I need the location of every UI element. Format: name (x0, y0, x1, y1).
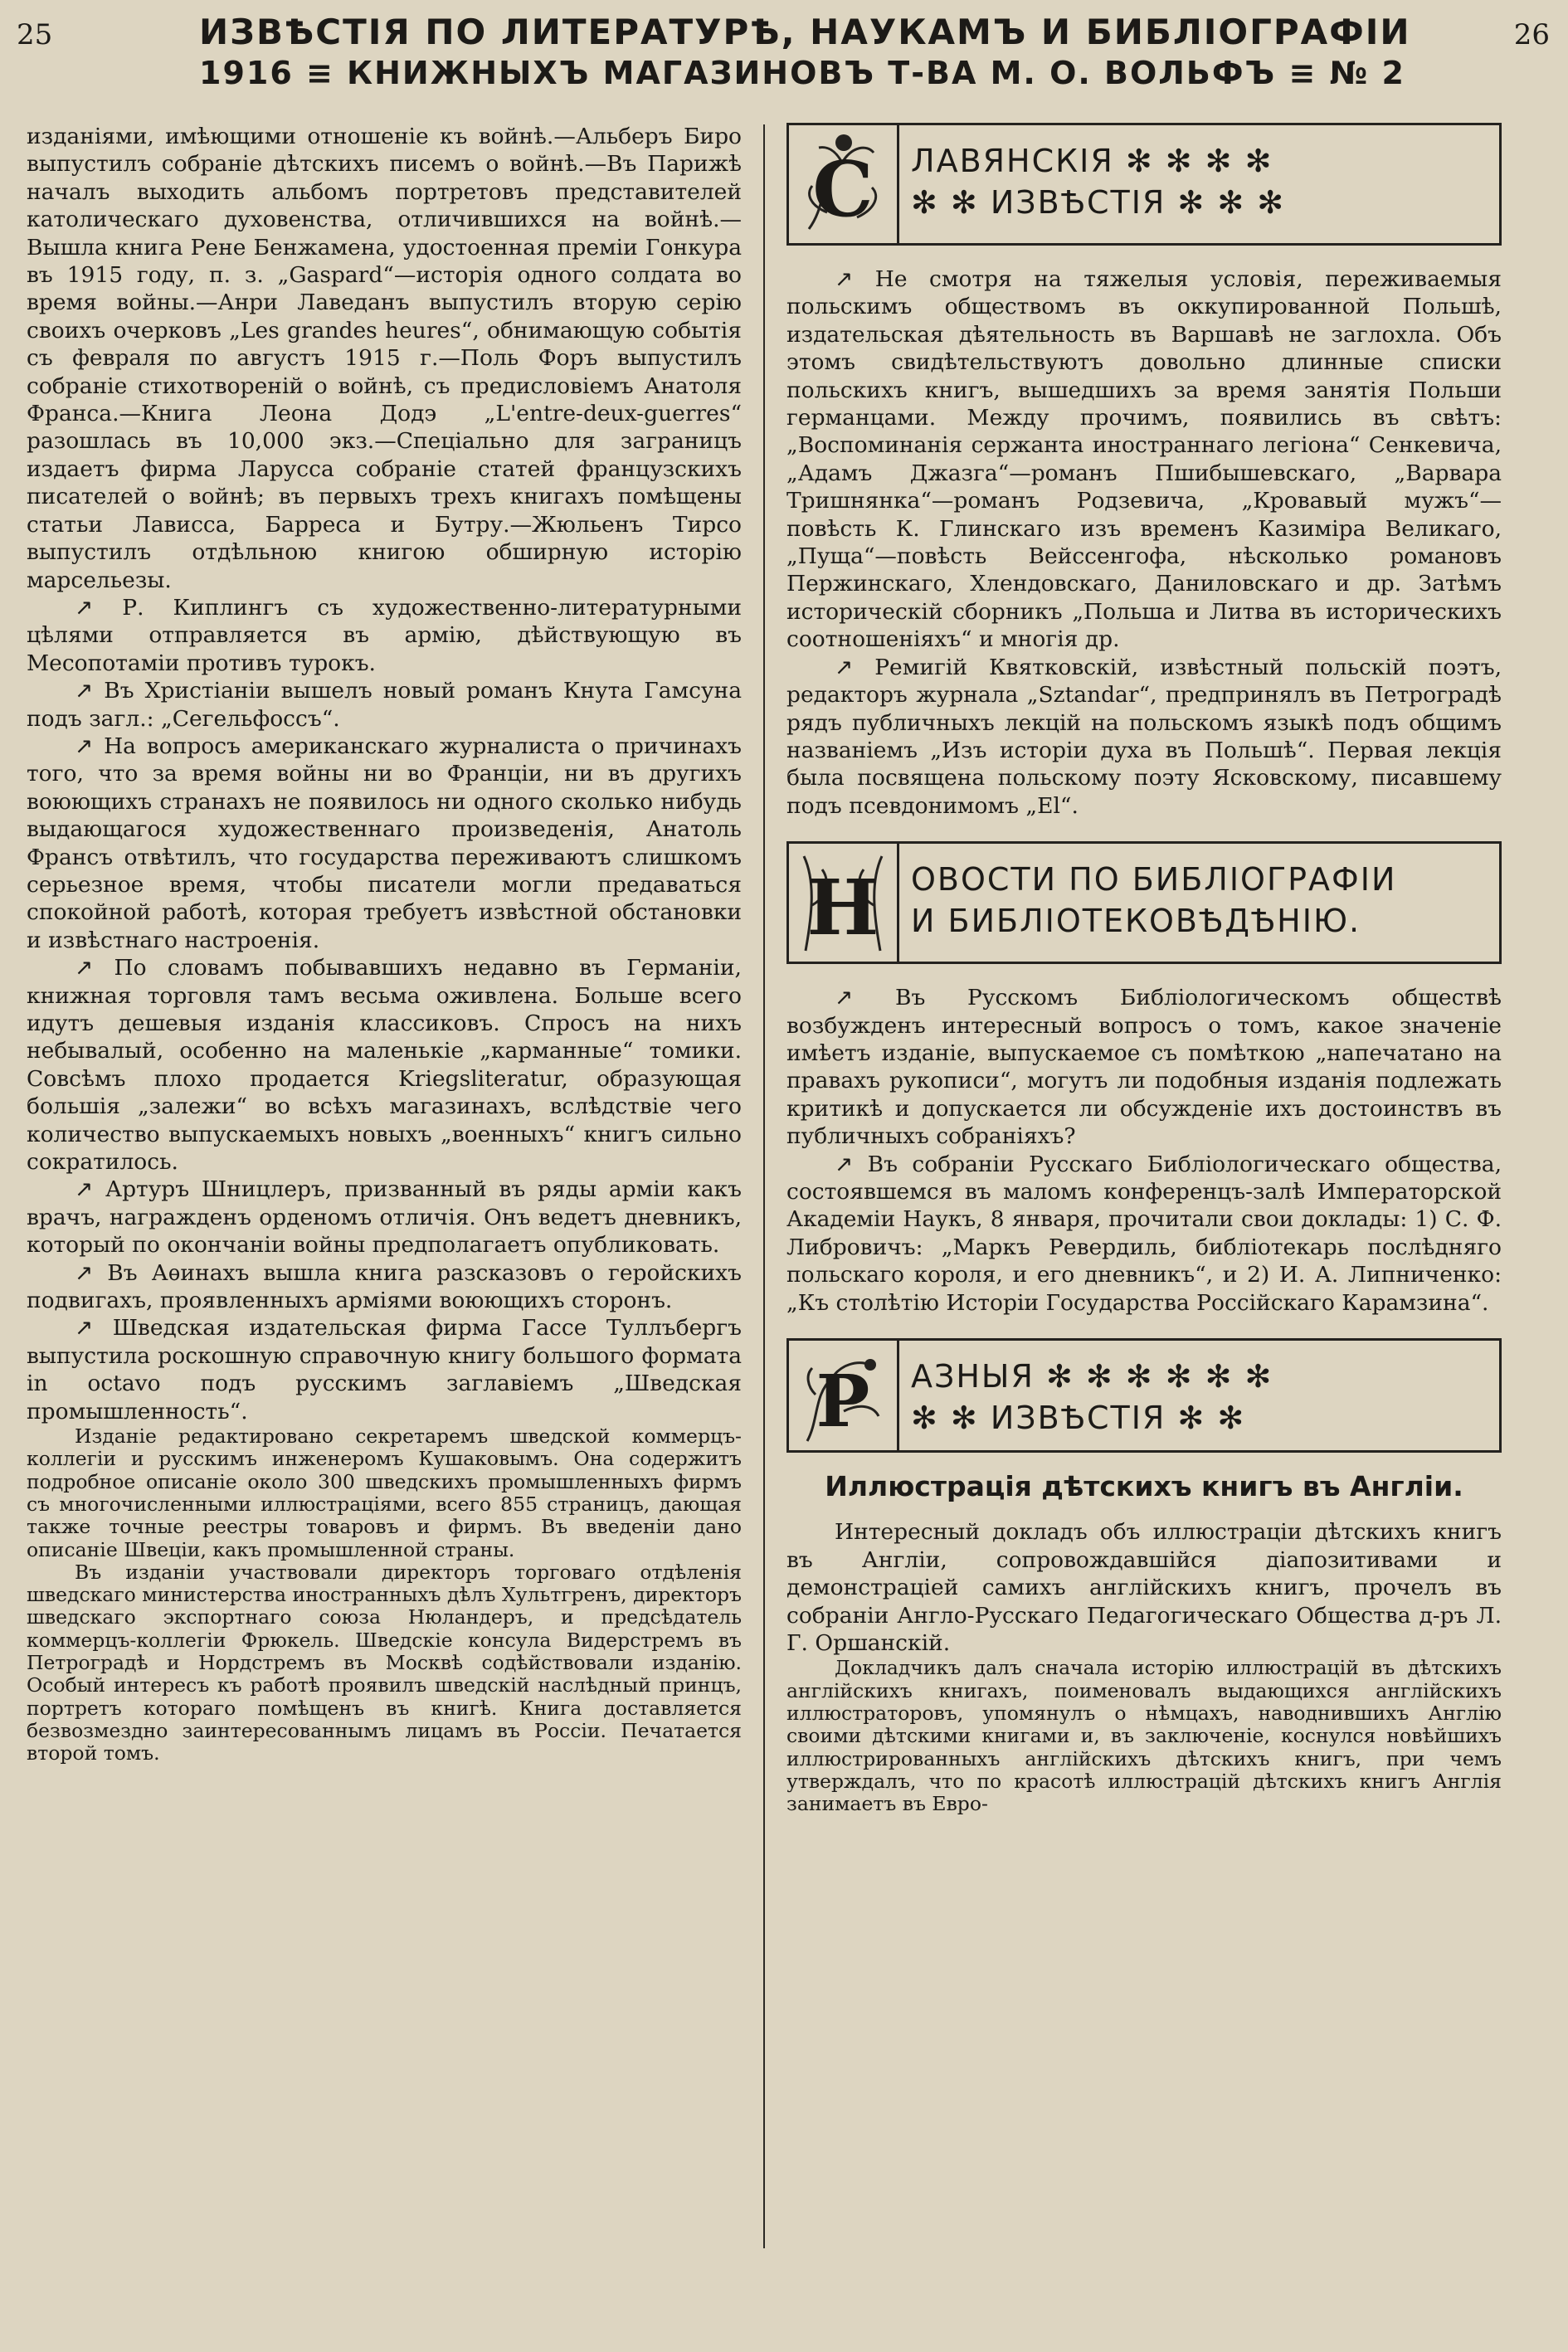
page-number-left: 25 (17, 18, 53, 51)
leaf-ornament-icon (794, 848, 892, 957)
news-item: ↗ Не смотря на тяжелыя условія, переживаемыя польскимъ обществомъ въ оккупированной Польшѣ, издательская дѣятельность въ Варшавѣ не заглохла. Объ этомъ свидѣтельствуютъ довольно длинные списки польскихъ книгъ, вышедшихъ за время занятія Польши германцами. Между прочимъ, появились въ свѣтъ: „Воспоминанія сержанта иностраннаго легіона“ Сенкевича, „Адамъ Джазга“—романъ Пшибышевскаго, „Варвара Тришнянка“—романъ Родзевича, „Кровавый мужъ“—повѣсть К. Глинскаго изъ временъ Казиміра Великаго, „Пуща“—повѣсть Вейссенгофа, нѣсколько романовъ Пержинскаго, Хлендовскаго, Даниловскаго и др. Затѣмъ историческій сборникъ „Польша и Литва въ историческихъ соотношеніяхъ“ и многія др. (786, 266, 1502, 653)
paragraph: изданіями, имѣющими отношеніе къ войнѣ.—Альберъ Биро выпустилъ собраніе дѣтскихъ писемъ о войнѣ.—Въ Парижѣ началъ выходить альбомъ портретовъ представителей католическаго духовенства, отличившихся на войнѣ.—Вышла книга Рене Бенжамена, удостоенная преміи Гонкура въ 1915 году, п. з. „Gaspard“—исторія одного солдата во время войны.—Анри Лаведанъ выпустилъ вторую серію своихъ очерковъ „Les grandes heures“, обнимающую событія съ февраля по августъ 1915 г.—Поль Форъ выпустилъ собраніе стихотвореній о войнѣ, съ предисловіемъ Анатоля Франса.—Книга Леона Додэ „L'entre-deux-guerres“ разошлась въ 10,000 экз.—Спеціально для заграницъ издаетъ фирма Ларусса собраніе статей французскихъ писателей о войнѣ; въ первыхъ трехъ книгахъ помѣщены статьи Лависса, Барреса и Бутру.—Жюльенъ Тирсо выпустилъ отдѣльною книгою обширную исторію марсельезы. (27, 124, 742, 593)
column-divider (763, 124, 765, 2248)
masthead-subtitle: 1916 ≡ КНИЖНЫХЪ МАГАЗИНОВЪ Т-ВА М. О. ВОЛЬФЪ ≡ № 2 (199, 55, 1405, 91)
item-marker-icon: ↗ (835, 1151, 854, 1177)
section-title: ОВОСТИ ПО БИБЛІОГРАФІИ И БИБЛІОТЕКОВѢДѢНІЮ. (911, 861, 1397, 940)
masthead-title: ИЗВѢСТІЯ ПО ЛИТЕРАТУРѢ, НАУКАМЪ И БИБЛІОГРАФІИ (199, 12, 1411, 52)
news-item: ↗ Ремигій Квятковскій, извѣстный польскій поэтъ, редакторъ журнала „Sztandar“, предпринялъ въ Петроградѣ рядъ публичныхъ лекцій на польскомъ языкѣ подъ общимъ названіемъ „Изъ исторіи духа въ Польшѣ“. Первая лекція была посвящена польскому поэту Ясковскому, писавшему подъ псевдонимомъ „El“. (786, 654, 1502, 819)
right-column (786, 123, 1502, 1816)
news-item: ↗ Р. Киплингъ съ художественно-литературными цѣлями отправляется въ армію, дѣйствующую въ Месопотаміи противъ турокъ. (27, 594, 742, 676)
item-marker-icon: ↗ (75, 678, 94, 704)
paragraph-small: Въ изданіи участвовали директоръ торговаго отдѣленія шведскаго министерства иностранныхъ дѣлъ Хультгренъ, директоръ шведскаго экспортнаго союза Нюландеръ, и предсѣдатель коммерцъ-коллегіи Фрюкель. Шведскіе консула Видерстремъ въ Петроградѣ и Нордстремъ въ Москвѣ содѣйствовали изданію. Особый интересъ къ работѣ проявилъ шведскій наслѣдный принцъ, портретъ котораго помѣщенъ въ книгѣ. Книга доставляется безвозмездно заинтересованнымъ лицамъ въ Россіи. Печатается второй томъ. (27, 1560, 742, 1765)
news-item: ↗ Въ Аѳинахъ вышла книга разсказовъ о геройскихъ подвигахъ, проявленныхъ арміями воюющихъ сторонъ. (27, 1259, 742, 1314)
article-subtitle: Иллюстрація дѣтскихъ книгъ въ Англіи. (825, 1470, 1463, 1502)
item-marker-icon: ↗ (75, 955, 94, 981)
floral-ornament-icon (794, 129, 892, 239)
news-item: ↗ Шведская издательская фирма Гассе Туллъбергъ выпустила роскошную справочную книгу большого формата in octavo подъ русскимъ заглавіемъ „Шведская промышленность“. (27, 1315, 742, 1424)
item-marker-icon: ↗ (75, 1315, 94, 1342)
section-header-bibliography (786, 841, 1502, 964)
item-marker-icon: ↗ (835, 654, 854, 680)
section-header-misc (786, 1338, 1502, 1453)
ornamental-initial (789, 125, 899, 243)
item-marker-icon: ↗ (75, 594, 94, 621)
item-marker-icon: ↗ (75, 733, 94, 759)
page-number-right: 26 (1513, 18, 1550, 51)
paragraph-small: Докладчикъ далъ сначала исторію иллюстрацій въ дѣтскихъ англійскихъ книгахъ, поименовалъ выдающихся англійскихъ иллюстраторовъ, упомянулъ о нѣмцахъ, наводнившихъ Англію своими дѣтскими книгами и, въ заключеніе, коснулся новѣйшихъ иллюстрированныхъ англійскихъ дѣтскихъ книгъ, при чемъ утверждалъ, что по красотѣ иллюстрацій дѣтскихъ книгъ Англія занимаетъ въ Евро- (786, 1656, 1502, 1816)
news-item: ↗ По словамъ побывавшихъ недавно въ Германіи, книжная торговля тамъ весьма оживлена. Больше всего идутъ дешевыя изданія классиковъ. Спросъ на нихъ небывалый, особенно на маленькіе „карманные“ томики. Совсѣмъ плохо продается Kriegsliteratur, образующая большія „залежи“ во всѣхъ магазинахъ, вслѣдствіе чего количество выпускаемыхъ новыхъ „военныхъ“ книгъ сильно сократилось. (27, 955, 742, 1176)
svg-text:Н: Н (806, 863, 879, 953)
section-title: ЛАВЯНСКІЯ ✻ ✻ ✻ ✻ ✻ ✻ ИЗВѢСТІЯ ✻ ✻ ✻ (911, 143, 1286, 221)
paragraph-small: Изданіе редактировано секретаремъ шведской коммерцъ-коллегіи и русскимъ инженеромъ Кушаковымъ. Она содержитъ подробное описаніе около 300 шведскихъ промышленныхъ фирмъ съ многочисленными иллюстраціями, всего 855 страницъ, дающая также точные реестры товаровъ и фирмъ. Въ введеніи дано описаніе Швеціи, какъ промышленной страны. (27, 1424, 742, 1561)
vine-ornament-icon (794, 1345, 892, 1446)
section-title: АЗНЫЯ ✻ ✻ ✻ ✻ ✻ ✻ ✻ ✻ ИЗВѢСТІЯ ✻ ✻ (911, 1358, 1273, 1436)
news-item: ↗ Въ Христіаніи вышелъ новый романъ Кнута Гамсуна подъ загл.: „Сегельфоссъ“. (27, 678, 742, 732)
svg-text:Р: Р (816, 1360, 870, 1444)
svg-text:С: С (812, 144, 874, 234)
ornamental-initial (789, 844, 899, 962)
paragraph: Интересный докладъ объ иллюстраціи дѣтскихъ книгъ въ Англіи, сопровождавшійся діапозитивами и демонстраціей самихъ англійскихъ книгъ, прочелъ въ собраніи Англо-Русскаго Педагогическаго Общества д-ръ Л. Г. Оршанскій. (786, 1519, 1502, 1657)
left-column (27, 123, 742, 1765)
news-item: ↗ На вопросъ американскаго журналиста о причинахъ того, что за время войны ни во Франціи, ни въ другихъ воюющихъ странахъ не появилось ни одного сколько нибудь выдающагося художественнаго произведенія, Анатоль Франсъ отвѣтилъ, что государства переживаютъ слишкомъ серьезное время, чтобы писатели могли предаваться спокойной работѣ, которая требуетъ извѣстной обстановки и извѣстнаго настроенія. (27, 733, 742, 953)
item-marker-icon: ↗ (75, 1176, 94, 1203)
item-marker-icon: ↗ (75, 1259, 94, 1286)
item-marker-icon: ↗ (835, 266, 854, 292)
news-item: ↗ Въ собраніи Русскаго Библіологическаго общества, состоявшемся въ маломъ конференцъ-залѣ Императорской Академіи Наукъ, 8 января, прочитали свои доклады: 1) С. Ф. Либровичъ: „Маркъ Ревердиль, библіотекарь послѣдняго польскаго короля, и его дневникъ“, и 2) И. А. Липниченко: „Къ столѣтію Исторіи Государства Россійскаго Карамзина“. (786, 1151, 1502, 1316)
news-item: ↗ Въ Русскомъ Библіологическомъ обществѣ возбужденъ интересный вопросъ о томъ, какое значеніе имѣетъ изданіе, выпускаемое съ помѣткою „напечатано на правахъ рукописи“, могутъ ли подобныя изданія подлежать критикѣ и допускается ли обсужденіе ихъ достоинствъ въ публичныхъ собраніяхъ? (786, 985, 1502, 1150)
news-item: ↗ Артуръ Шницлеръ, призванный въ ряды арміи какъ врачъ, награжденъ орденомъ отличія. Онъ ведетъ дневникъ, который по окончаніи войны предполагаетъ опубликовать. (27, 1176, 742, 1259)
section-header-slavic (786, 123, 1502, 246)
ornamental-initial (789, 1341, 899, 1450)
item-marker-icon: ↗ (835, 985, 854, 1011)
